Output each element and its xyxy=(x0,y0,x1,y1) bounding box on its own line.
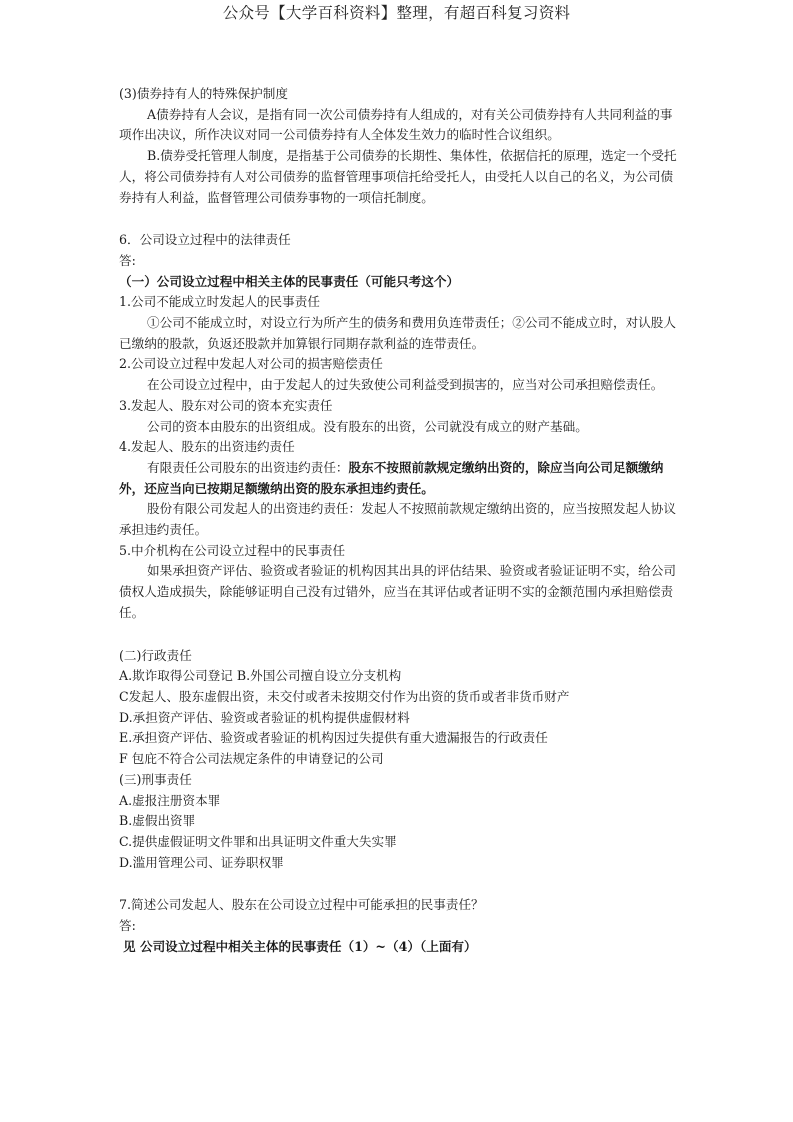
criminal-item: C.提供虚假证明文件罪和出具证明文件重大失实罪 xyxy=(119,833,397,849)
paragraph-bond-trustee: B.债券受托管理人制度，是指基于公司债券的长期性、集体性，依据信托的原理，选定一个受托人，将公司债券持有人对公司债券的监督管理事项信托给受托人，由受托人以自己的名义，为公司债券持有人利益，监督管理公司债券事物的一项信托制度。 xyxy=(119,148,677,205)
civil-liability-heading: （一）公司设立过程中相关主体的民事责任（可能只考这个） xyxy=(119,273,460,289)
item-3-title: 3.发起人、股东对公司的资本充实责任 xyxy=(119,397,333,413)
question-7-answer-text: 见 公司设立过程中相关主体的民事责任（1）~（4）（上面有） xyxy=(123,938,477,954)
item-4-title: 4.发起人、股东的出资违约责任 xyxy=(119,439,295,455)
admin-item: D.承担资产评估、验资或者验证的机构提供虚假材料 xyxy=(119,709,410,725)
item-4-body-plain: 有限责任公司股东的出资违约责任： xyxy=(147,459,349,475)
criminal-item: A.虚报注册资本罪 xyxy=(119,792,221,808)
question-7-answer-label: 答: xyxy=(119,918,136,934)
item-1-body: ①公司不能成立时，对设立行为所产生的债务和费用负连带责任；②公司不能成立时，对认股人已缴纳的股款，负返还股款并加算银行同期存款利益的连带责任。 xyxy=(119,315,676,351)
admin-item: F 包庇不符合公司法规定条件的申请登记的公司 xyxy=(119,751,384,767)
admin-item: A.欺诈取得公司登记 B.外国公司擅自设立分支机构 xyxy=(119,668,402,684)
item-4-body-limited-company xyxy=(119,458,679,499)
section-3-title: (3)债券持有人的特殊保护制度 xyxy=(119,86,288,101)
criminal-item: D.滥用管理公司、证券职权罪 xyxy=(119,854,284,870)
admin-item: E.承担资产评估、验资或者验证的机构因过失提供有重大遗漏报告的行政责任 xyxy=(119,730,548,746)
document-body xyxy=(119,84,679,957)
item-5-body: 如果承担资产评估、验资或者验证的机构因其出具的评估结果、验资或者验证证明不实，给公司债权人造成损失，除能够证明自己没有过错外，应当在其评估或者证明不实的金额范围内承担赔偿责任。 xyxy=(119,563,676,620)
item-4-body-bold: 股东不按照前款规定缴纳出资的，除应当向公司足额缴纳外，还应当向已按期足额缴纳出资的股东承担违约责任。 xyxy=(119,459,664,496)
page-header: 公众号【大学百科资料】整理，有超百科复习资料 xyxy=(222,4,571,22)
paragraph-bondholder-meeting: A债券持有人会议，是指有同一次公司债券持有人组成的，对有关公司债券持有人共同利益的事项作出决议，所作决议对同一公司债券持有人全体发生效力的临时性合议组织。 xyxy=(119,106,673,143)
admin-item: C发起人、股东虚假出资，未交付或者未按期交付作为出资的货币或者非货币财产 xyxy=(119,688,570,704)
criminal-item: B.虚假出资罪 xyxy=(119,813,196,829)
question-7-title: 7.简述公司发起人、股东在公司设立过程中可能承担的民事责任？ xyxy=(119,897,484,913)
question-6-title: 6．公司设立过程中的法律责任 xyxy=(119,232,291,248)
item-3-body: 公司的资本由股东的出资组成。没有股东的出资，公司就没有成立的财产基础。 xyxy=(147,418,588,434)
item-5-title: 5.中介机构在公司设立过程中的民事责任 xyxy=(119,542,346,558)
item-2-body: 在公司设立过程中，由于发起人的过失致使公司利益受到损害的，应当对公司承担赔偿责任。 xyxy=(147,377,664,393)
question-6-answer-label: 答: xyxy=(119,252,136,268)
item-4-body-joint-stock: 股份有限公司发起人的出资违约责任：发起人不按照前款规定缴纳出资的，应当按照发起人协议承担违约责任。 xyxy=(119,501,676,538)
item-1-title: 1.公司不能成立时发起人的民事责任 xyxy=(119,294,320,310)
item-2-title: 2.公司设立过程中发起人对公司的损害赔偿责任 xyxy=(119,356,383,372)
administrative-liability-heading: (二)行政责任 xyxy=(119,647,192,663)
criminal-liability-heading: (三)刑事责任 xyxy=(119,771,192,787)
